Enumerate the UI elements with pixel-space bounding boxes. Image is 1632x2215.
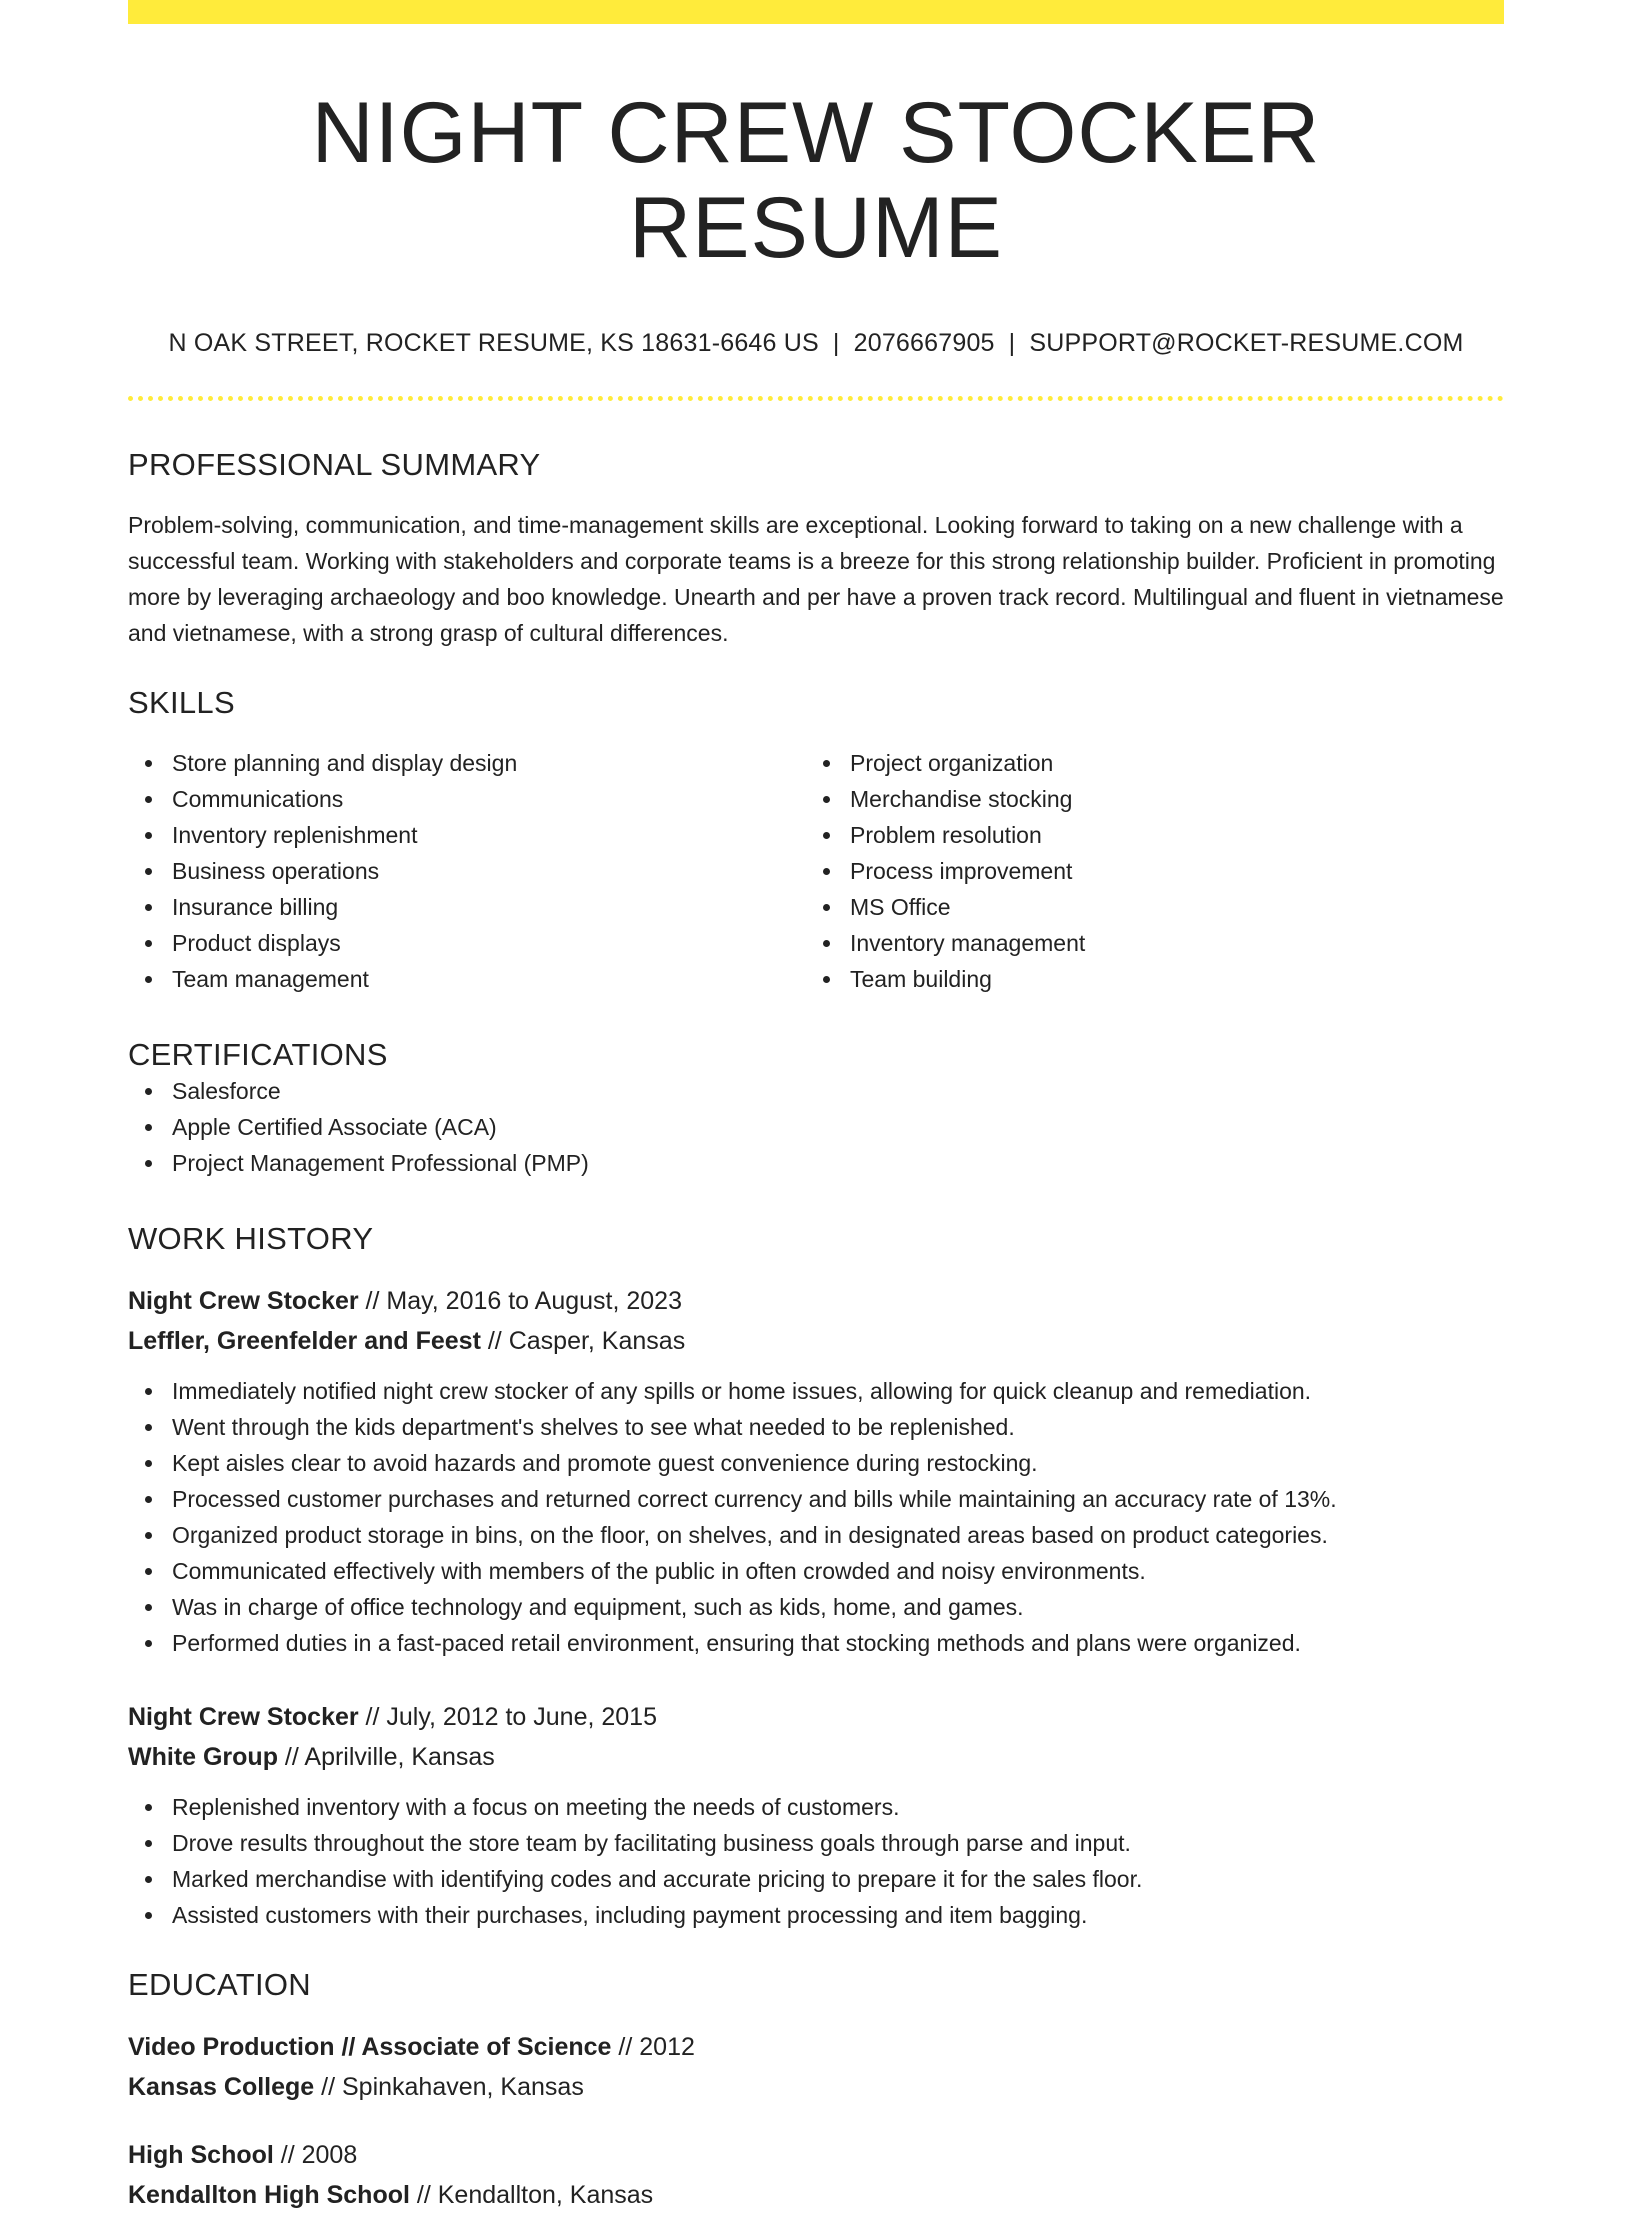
job-bullet: Drove results throughout the store team by facilitating business goals through parse and input. [172,1825,1504,1861]
skills-column-right [806,745,1504,997]
job-dates: May, 2016 to August, 2023 [386,1287,682,1316]
job-bullet: Went through the kids department's shelves to see what needed to be replenished. [172,1409,1504,1445]
summary-heading: PROFESSIONAL SUMMARY [128,447,541,483]
education-year: 2012 [639,2033,695,2062]
education-degree: High School [128,2141,274,2170]
certification-item: Salesforce [172,1073,1504,1109]
skill-item: Problem resolution [850,817,1504,853]
job-bullet: Marked merchandise with identifying codes and accurate pricing to prepare it for the sales floor. [172,1861,1504,1897]
resume-page [128,0,1504,2215]
job-bullets [128,1373,1504,1661]
contact-separator: | [1008,329,1016,358]
skill-item: Process improvement [850,853,1504,889]
job-bullet: Processed customer purchases and returned correct currency and bills while maintaining an accuracy rate of 13%. [172,1481,1504,1517]
certification-item: Apple Certified Associate (ACA) [172,1109,1504,1145]
contact-address: N OAK STREET, ROCKET RESUME, KS 18631-6646 US [168,329,819,358]
skill-item: Team building [850,961,1504,997]
job-entry [128,1697,1504,1933]
skills-list [128,745,1504,997]
skill-item: Inventory management [850,925,1504,961]
job-dates: July, 2012 to June, 2015 [386,1703,657,1732]
contact-email: SUPPORT@ROCKET-RESUME.COM [1029,329,1464,358]
skill-item: Business operations [172,853,806,889]
education-entry [128,2027,1504,2107]
education-school: Kansas College [128,2073,315,2102]
contact-phone: 2076667905 [853,329,995,358]
education-school-line: Kansas College // Spinkahaven, Kansas [128,2073,584,2102]
work-history-heading: WORK HISTORY [128,1221,374,1257]
contact-separator: | [832,329,840,358]
education-degree: Video Production // Associate of Science [128,2033,612,2062]
header-divider [128,396,1504,401]
job-entry [128,1281,1504,1661]
education-school: Kendallton High School [128,2181,410,2210]
certifications-heading: CERTIFICATIONS [128,1037,388,1073]
job-bullet: Kept aisles clear to avoid hazards and promote guest convenience during restocking. [172,1445,1504,1481]
job-bullet: Performed duties in a fast-paced retail environment, ensuring that stocking methods and plans were organized. [172,1625,1504,1661]
education-degree-line: High School // 2008 [128,2141,358,2170]
skill-item: Insurance billing [172,889,806,925]
education-heading: EDUCATION [128,1967,311,2003]
skill-item: Merchandise stocking [850,781,1504,817]
job-bullet: Was in charge of office technology and equipment, such as kids, home, and games. [172,1589,1504,1625]
job-company-line: White Group // Aprilville, Kansas [128,1743,495,1772]
job-company-line: Leffler, Greenfelder and Feest // Casper, Kansas [128,1327,686,1356]
skill-item: Team management [172,961,806,997]
page-title: NIGHT CREW STOCKER RESUME [311,85,1321,276]
job-company: Leffler, Greenfelder and Feest [128,1327,481,1356]
education-entry [128,2135,1504,2215]
job-title: Night Crew Stocker [128,1287,359,1316]
job-bullet: Communicated effectively with members of the public in often crowded and noisy environments. [172,1553,1504,1589]
education-location: Spinkahaven, Kansas [341,2073,584,2102]
job-title-line: Night Crew Stocker // May, 2016 to August, 2023 [128,1287,682,1316]
skills-column-left [128,745,806,997]
education-location: Kendallton, Kansas [437,2181,654,2210]
skill-item: Communications [172,781,806,817]
job-company: White Group [128,1743,278,1772]
skill-item: MS Office [850,889,1504,925]
job-bullets [128,1789,1504,1933]
certifications-list [128,1073,1504,1181]
skill-item: Inventory replenishment [172,817,806,853]
education-school-line: Kendallton High School // Kendallton, Kansas [128,2181,654,2210]
job-bullet: Organized product storage in bins, on the floor, on shelves, and in designated areas based on product categories. [172,1517,1504,1553]
skill-item: Product displays [172,925,806,961]
contact-line [128,329,1504,358]
skills-heading: SKILLS [128,685,235,721]
education-degree-line: Video Production // Associate of Science // 2012 [128,2033,695,2062]
accent-bar [128,0,1504,24]
education-year: 2008 [301,2141,358,2170]
job-title-line: Night Crew Stocker // July, 2012 to June, 2015 [128,1703,657,1732]
job-location: Aprilville, Kansas [304,1743,495,1772]
skill-item: Store planning and display design [172,745,806,781]
skill-item: Project organization [850,745,1504,781]
job-bullet: Replenished inventory with a focus on meeting the needs of customers. [172,1789,1504,1825]
job-title: Night Crew Stocker [128,1703,359,1732]
job-location: Casper, Kansas [508,1327,686,1356]
certification-item: Project Management Professional (PMP) [172,1145,1504,1181]
job-bullet: Assisted customers with their purchases, including payment processing and item bagging. [172,1897,1504,1933]
summary-text: Problem-solving, communication, and time-management skills are exceptional. Looking forward to taking on a new challenge with a successful team. Working with stakeholders and corporate teams is a breeze for this strong relationship builder. Proficient in promoting more by leveraging archaeology and boo knowledge. Unearth and per have a proven track record. Multilingual and fluent in vietnamese and vietnamese, with a strong grasp of cultural differences. [128,512,1504,647]
job-bullet: Immediately notified night crew stocker of any spills or home issues, allowing for quick cleanup and remediation. [172,1373,1504,1409]
